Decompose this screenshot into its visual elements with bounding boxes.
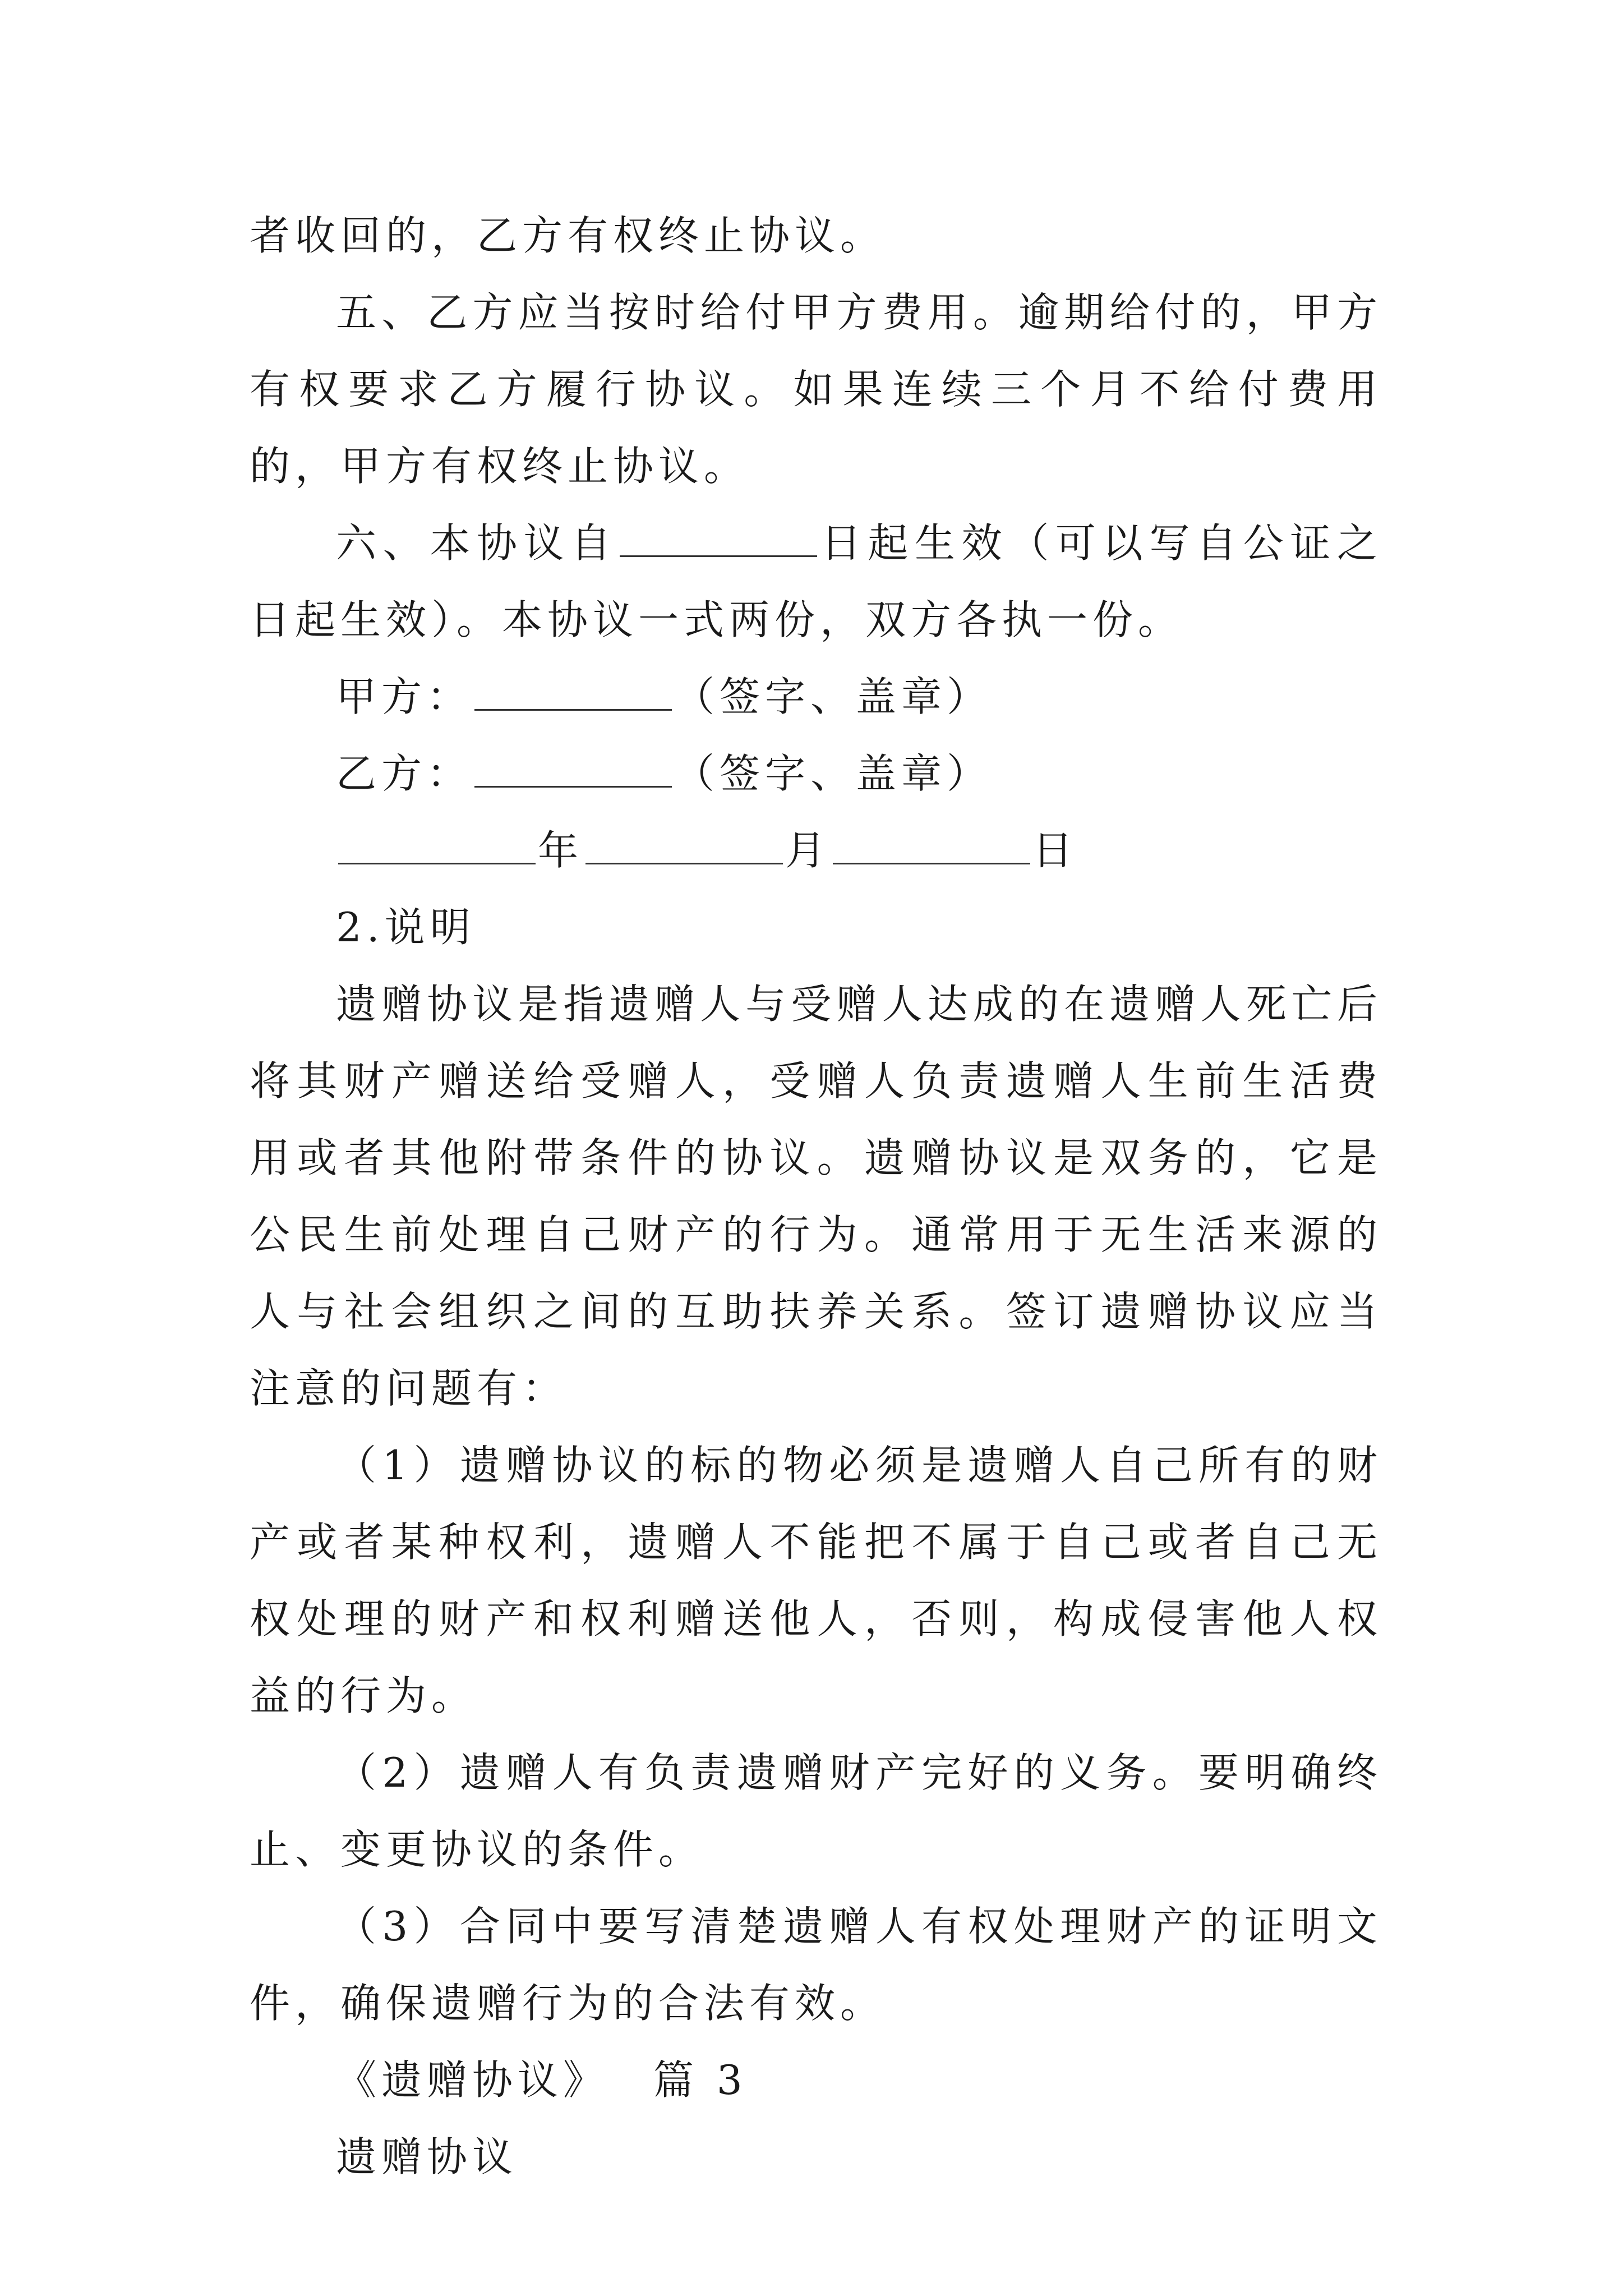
- section-title: [250, 2042, 1382, 2119]
- clause-six-suffix: 日起生效（可以写自公证之日起生效）。本协议一式两份，双方各执一份。: [250, 519, 1382, 643]
- party-b-note: （签字、盖章）: [674, 750, 993, 797]
- document-body: [250, 197, 1382, 2196]
- note-item-3: （3）合同中要写清楚遗赠人有权处理财产的证明文件，确保遗赠行为的合法有效。: [250, 1903, 1382, 2027]
- signature-party-b: [250, 735, 1382, 812]
- party-b-signature-blank: [474, 751, 672, 788]
- month-blank: [585, 828, 783, 864]
- year-label: 年: [538, 827, 584, 874]
- note-item-2: （2）遗赠人有负责遗赠财产完好的义务。要明确终止、变更协议的条件。: [250, 1749, 1382, 1873]
- party-a-signature-blank: [474, 674, 672, 711]
- clause-five: 五、乙方应当按时给付甲方费用。逾期给付的，甲方有权要求乙方履行协议。如果连续三个月不给付费用的，甲方有权终止协议。: [250, 289, 1382, 490]
- party-a-label: 甲方：: [336, 673, 473, 720]
- year-blank: [338, 828, 536, 864]
- day-label: 日: [1032, 827, 1078, 874]
- clause-six: [250, 505, 1382, 659]
- paragraph-continuation: 者收回的，乙方有权终止协议。: [250, 212, 886, 259]
- month-label: 月: [785, 827, 831, 874]
- date-line: [250, 812, 1382, 889]
- note-item-1: （1）遗赠协议的标的物必须是遗赠人自己所有的财产或者某种权利，遗赠人不能把不属于自己或者自己无权处理的财产和权利赠送他人，否则，构成侵害他人权益的行为。: [250, 1442, 1382, 1719]
- effective-date-blank: [620, 521, 817, 557]
- signature-party-a: [250, 659, 1382, 735]
- section-part-label: 篇 3: [653, 2056, 748, 2104]
- explanation-paragraph: 遗赠协议是指遗赠人与受赠人达成的在遗赠人死亡后将其财产赠送给受赠人，受赠人负责遗赠人生前生活费用或者其他附带条件的协议。遗赠协议是双务的，它是公民生前处理自己财产的行为。通常用于无生活来源的人与社会组织之间的互助扶养关系。签订遗赠协议应当注意的问题有：: [250, 981, 1382, 1412]
- party-a-note: （签字、盖章）: [674, 673, 993, 720]
- party-b-label: 乙方：: [336, 750, 473, 797]
- section-explanation-heading: 2.说明: [336, 904, 476, 951]
- day-blank: [833, 828, 1030, 864]
- agreement-title: 遗赠协议: [336, 2133, 518, 2180]
- section-title-text: 《遗赠协议》: [336, 2056, 609, 2104]
- clause-six-prefix: 六、本协议自: [336, 519, 617, 567]
